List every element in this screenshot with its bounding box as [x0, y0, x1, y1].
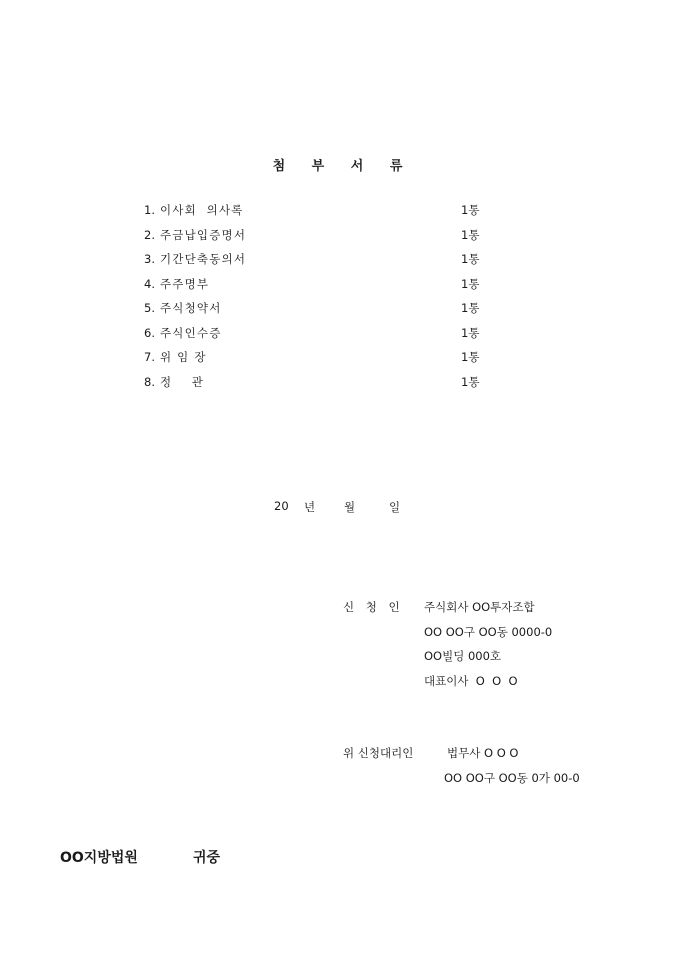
date-year-prefix: 20 — [274, 499, 289, 513]
attachment-item — [144, 300, 504, 325]
attachment-item — [144, 227, 504, 252]
applicant-company: 주식회사 OO투자조합 — [424, 600, 535, 614]
attachment-quantity: 1통 — [461, 374, 480, 389]
attachment-number: 6. — [144, 325, 155, 340]
attachment-name: 주금납입증명서 — [160, 227, 247, 242]
attachment-quantity: 1통 — [461, 350, 480, 364]
attachment-number: 8. — [144, 374, 155, 389]
attachment-number: 2. — [144, 227, 155, 242]
attachment-name: 위 임 장 — [160, 350, 207, 364]
date-day-unit: 일 — [389, 500, 401, 514]
attachment-item — [144, 251, 504, 276]
attachment-item — [144, 202, 504, 227]
date-line — [274, 499, 401, 583]
attachment-item — [144, 374, 504, 399]
attachment-name: 이사회 의사록 — [160, 203, 244, 217]
agent-address: OO OO구 OO동 0가 00-0 — [444, 771, 580, 785]
attachment-name: 정 관 — [160, 374, 205, 389]
court-suffix: 귀중 — [193, 850, 221, 866]
agent-label: 위 신청대리인 — [343, 746, 414, 760]
attachment-item — [144, 349, 504, 374]
court-name: OO지방법원 — [60, 850, 138, 866]
date-month-unit: 월 — [344, 500, 356, 514]
attachment-number: 4. — [144, 276, 155, 291]
attachment-number: 7. — [144, 350, 155, 364]
attachment-quantity: 1통 — [461, 325, 480, 340]
attachment-list — [144, 202, 504, 398]
applicant-representative: 대표이사 O O O — [424, 673, 518, 688]
attachment-quantity: 1통 — [461, 301, 480, 315]
attachment-item — [144, 325, 504, 350]
attachment-quantity: 1통 — [461, 227, 480, 242]
applicant-address-line-1: OO OO구 OO동 0000-0 — [424, 624, 553, 639]
attachment-name: 주식청약서 — [160, 301, 222, 315]
attachment-quantity: 1통 — [461, 252, 480, 266]
page-title: 첨 부 서 류 — [272, 159, 414, 174]
attachment-number: 3. — [144, 252, 155, 266]
attachment-quantity: 1통 — [461, 276, 480, 291]
attachment-name: 기간단축동의서 — [160, 252, 247, 266]
applicant-address-line-2: OO빌딩 000호 — [424, 649, 502, 663]
attachment-number: 5. — [144, 301, 155, 315]
attachment-name: 주식인수증 — [160, 325, 222, 340]
attachment-name: 주주명부 — [160, 276, 210, 291]
attachment-number: 1. — [144, 203, 155, 217]
attachment-item — [144, 276, 504, 301]
date-year-unit: 년 — [304, 500, 316, 514]
agent-name: 법무사 O O O — [447, 746, 519, 760]
attachment-quantity: 1통 — [461, 203, 480, 217]
applicant-details — [424, 599, 552, 697]
applicant-label: 신 청 인 — [343, 600, 404, 614]
